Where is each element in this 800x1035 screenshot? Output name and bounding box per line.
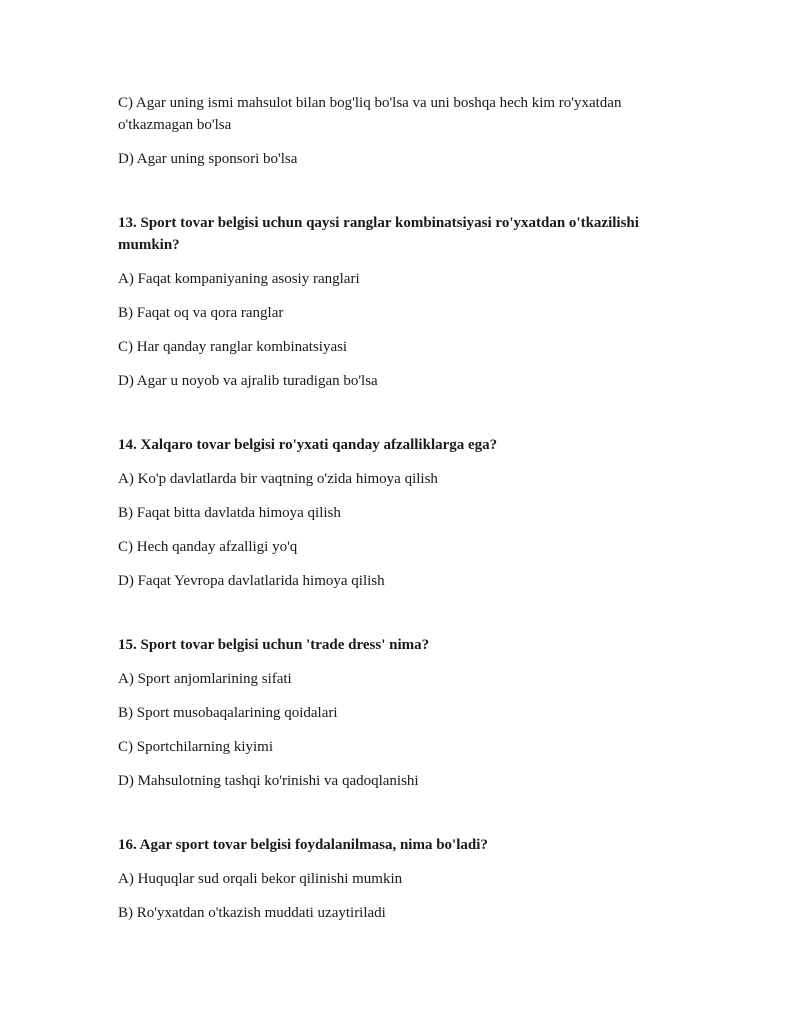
question-13 bbox=[118, 212, 698, 392]
question-12-continued bbox=[118, 92, 698, 170]
option-c: C) Sportchilarning kiyimi bbox=[118, 739, 273, 755]
option-a: A) Huquqlar sud orqali bekor qilinishi mumkin bbox=[118, 871, 403, 887]
option-b: B) Sport musobaqalarining qoidalari bbox=[118, 705, 338, 721]
question-title: 14. Xalqaro tovar belgisi ro'yxati qanday afzalliklarga ega? bbox=[118, 437, 498, 453]
option-a: A) Ko'p davlatlarda bir vaqtning o'zida himoya qilish bbox=[118, 471, 438, 487]
option-d: D) Faqat Yevropa davlatlarida himoya qilish bbox=[118, 573, 385, 589]
document-page bbox=[118, 92, 698, 936]
option-d: D) Mahsulotning tashqi ko'rinishi va qadoqlanishi bbox=[118, 773, 419, 789]
question-title: 13. Sport tovar belgisi uchun qaysi ranglar kombinatsiyasi ro'yxatdan o'tkazilishi mumkin? bbox=[118, 215, 639, 253]
question-title: 16. Agar sport tovar belgisi foydalanilmasa, nima bo'ladi? bbox=[118, 837, 488, 853]
question-16 bbox=[118, 834, 698, 924]
option-c: C) Agar uning ismi mahsulot bilan bog'liq bo'lsa va uni boshqa hech kim ro'yxatdan o'tkazmagan bo'lsa bbox=[118, 95, 622, 133]
option-d: D) Agar u noyob va ajralib turadigan bo'lsa bbox=[118, 373, 378, 389]
option-b: B) Faqat bitta davlatda himoya qilish bbox=[118, 505, 341, 521]
option-a: A) Faqat kompaniyaning asosiy ranglari bbox=[118, 271, 360, 287]
option-a: A) Sport anjomlarining sifati bbox=[118, 671, 292, 687]
option-d: D) Agar uning sponsori bo'lsa bbox=[118, 151, 298, 167]
question-14 bbox=[118, 434, 698, 592]
option-c: C) Har qanday ranglar kombinatsiyasi bbox=[118, 339, 348, 355]
option-c: C) Hech qanday afzalligi yo'q bbox=[118, 539, 298, 555]
option-b: B) Ro'yxatdan o'tkazish muddati uzaytiriladi bbox=[118, 905, 386, 921]
question-title: 15. Sport tovar belgisi uchun 'trade dress' nima? bbox=[118, 637, 430, 653]
question-15 bbox=[118, 634, 698, 792]
option-b: B) Faqat oq va qora ranglar bbox=[118, 305, 284, 321]
